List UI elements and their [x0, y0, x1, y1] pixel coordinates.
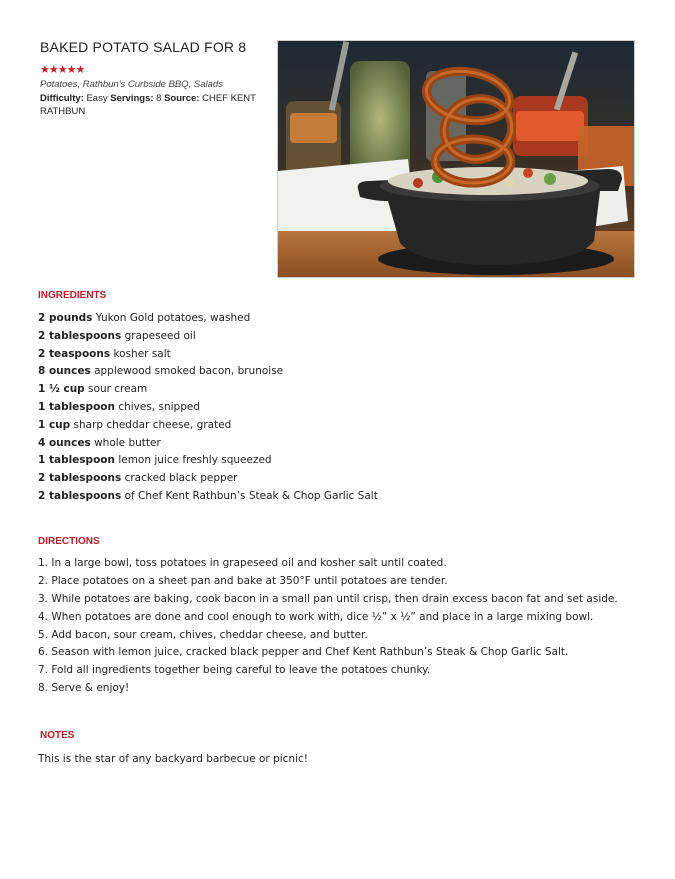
source-value: CHEF KENT RATHBUN — [40, 93, 256, 117]
ingredients-list — [38, 310, 378, 506]
direction-step: 1. In a large bowl, toss potatoes in grapeseed oil and kosher salt until coated. — [38, 557, 447, 569]
ingredient-item — [38, 417, 378, 435]
ingredient-text: kosher salt — [113, 347, 171, 360]
ingredient-qty: 1 tablespoon — [38, 454, 115, 467]
ingredient-item — [38, 435, 378, 453]
difficulty-label: Difficulty: — [40, 93, 84, 104]
recipe-meta — [40, 92, 265, 118]
food-image — [278, 41, 634, 277]
ingredient-qty: 8 ounces — [38, 365, 91, 378]
directions-heading: DIRECTIONS — [38, 536, 100, 547]
ingredient-item — [38, 363, 378, 381]
servings-value: 8 — [156, 93, 162, 104]
recipe-header — [40, 39, 265, 118]
servings-label: Servings: — [110, 93, 154, 104]
ingredient-item — [38, 381, 378, 399]
ingredient-text: of Chef Kent Rathbun’s Steak & Chop Garlic Salt — [124, 489, 378, 502]
ingredient-qty: 2 teaspoons — [38, 347, 111, 360]
ingredient-text: whole butter — [94, 436, 161, 449]
ingredient-text: sour cream — [88, 383, 148, 396]
direction-step: 4. When potatoes are done and cool enough to work with, dice ½” x ½” and place in a large mixing bowl. — [38, 610, 594, 623]
ingredient-text: chives, snipped — [118, 400, 200, 413]
ingredient-qty: 2 tablespoons — [38, 329, 122, 342]
ingredient-qty: 2 tablespoons — [38, 489, 122, 502]
recipe-categories: Potatoes, Rathbun's Curbside BBQ, Salads — [40, 79, 223, 90]
ingredient-item — [38, 399, 378, 417]
notes-text: This is the star of any backyard barbecue or picnic! — [38, 753, 308, 765]
ingredient-qty: 1 ½ cup — [38, 383, 85, 396]
directions-list — [38, 555, 618, 698]
ingredient-item — [38, 346, 378, 364]
recipe-photo — [277, 40, 635, 278]
ingredient-item — [38, 452, 378, 470]
direction-step: 7. Fold all ingredients together being careful to leave the potatoes chunky. — [38, 664, 431, 677]
source-label: Source: — [164, 93, 200, 104]
recipe-title: BAKED POTATO SALAD FOR 8 — [40, 39, 247, 55]
ingredient-qty: 2 pounds — [38, 312, 93, 324]
ingredients-heading: INGREDIENTS — [38, 290, 107, 301]
direction-step: 6. Season with lemon juice, cracked black pepper and Chef Kent Rathbun’s Steak & Chop Garlic Salt. — [38, 646, 569, 659]
ingredient-text: applewood smoked bacon, brunoise — [94, 365, 284, 378]
ingredient-item — [38, 488, 378, 506]
ingredient-text: sharp cheddar cheese, grated — [73, 418, 232, 431]
ingredient-text: lemon juice freshly squeezed — [118, 454, 272, 467]
notes-heading: NOTES — [40, 730, 75, 741]
ingredient-qty: 1 cup — [38, 418, 71, 431]
ingredient-qty: 4 ounces — [38, 436, 91, 449]
direction-step: 3. While potatoes are baking, cook bacon in a small pan until crisp, then drain excess bacon fat and set aside. — [38, 592, 618, 605]
direction-step: 5. Add bacon, sour cream, chives, cheddar cheese, and butter. — [38, 628, 368, 641]
ingredient-item — [38, 470, 378, 488]
ingredient-qty: 2 tablespoons — [38, 472, 122, 485]
ingredient-item — [38, 328, 378, 346]
direction-step: 8. Serve & enjoy! — [38, 682, 130, 695]
difficulty-value: Easy — [86, 93, 108, 104]
direction-step: 2. Place potatoes on a sheet pan and bake at 350°F until potatoes are tender. — [38, 574, 448, 587]
ingredient-item — [38, 310, 378, 328]
ingredient-text: grapeseed oil — [124, 329, 196, 342]
ingredient-text: cracked black pepper — [124, 472, 238, 485]
ingredient-text: Yukon Gold potatoes, washed — [95, 312, 251, 324]
rating-stars: ★★★★★ — [40, 64, 85, 76]
ingredient-qty: 1 tablespoon — [38, 400, 115, 413]
